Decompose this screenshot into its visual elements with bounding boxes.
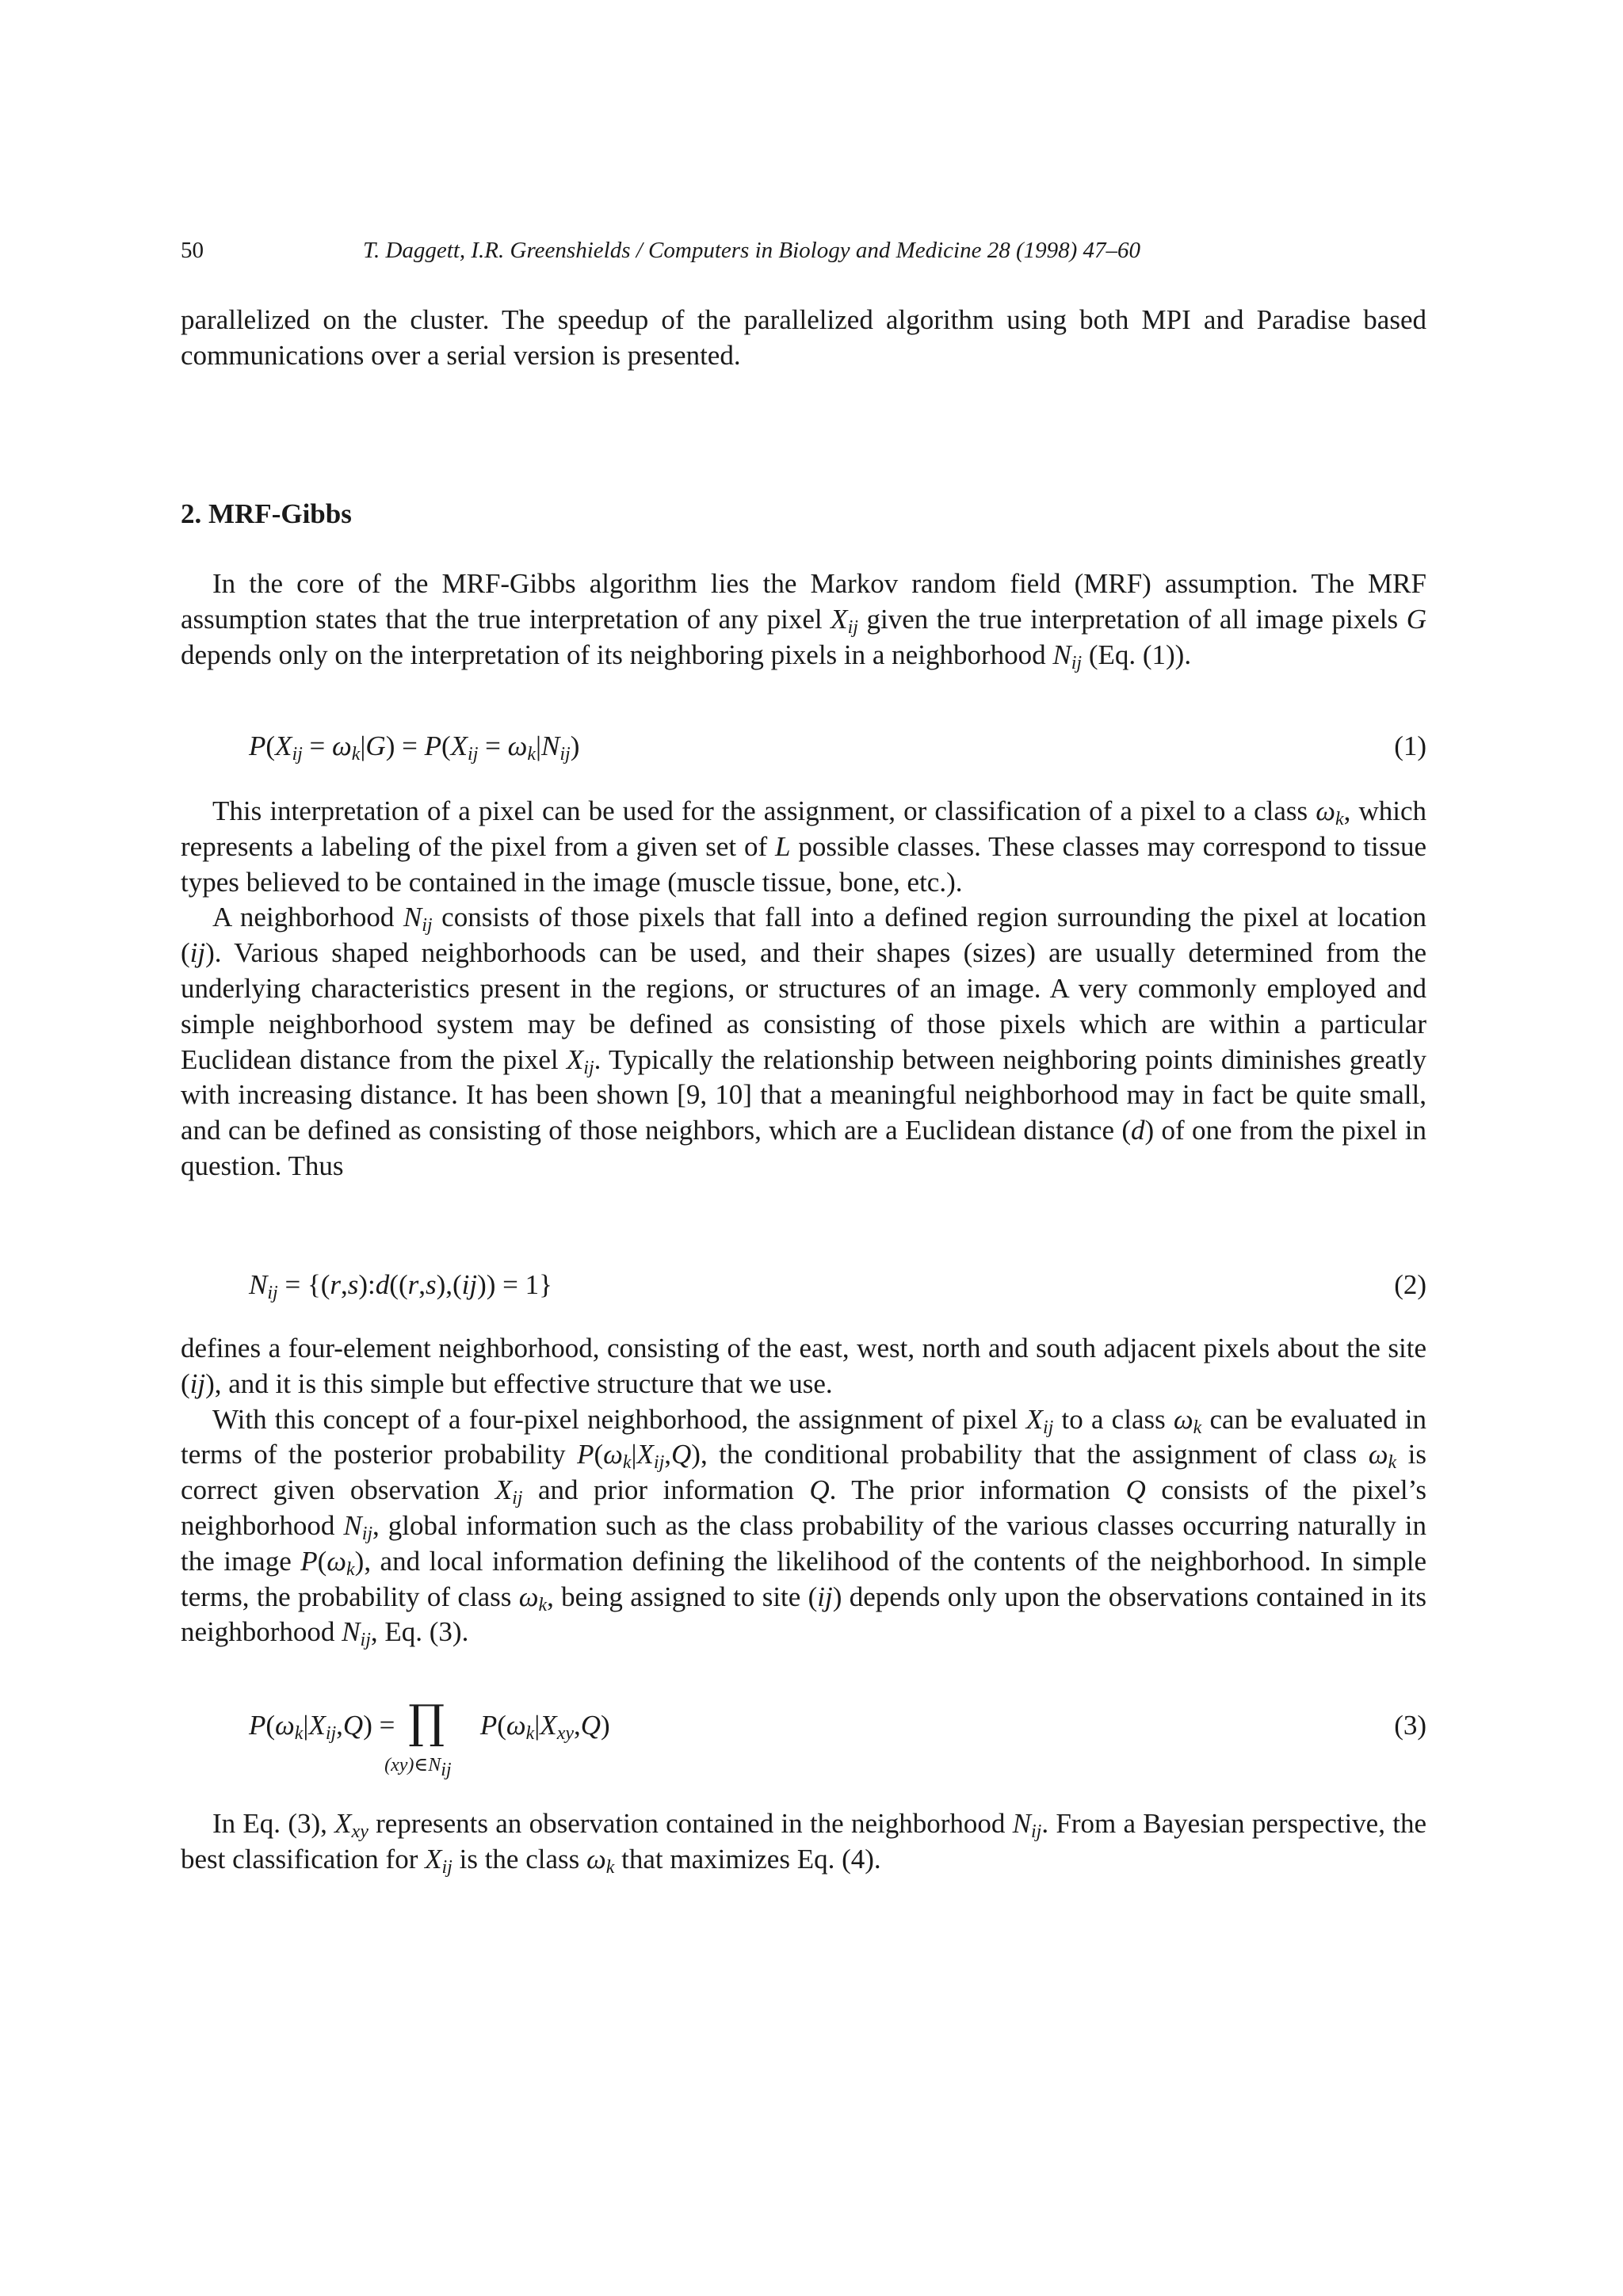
page-number: 50 xyxy=(181,238,204,263)
equation-1-number: (1) xyxy=(1394,730,1426,761)
product-operator: ∏ $(xy)\in N_{ij}$ xyxy=(384,1695,452,1780)
paragraph-text: parallelized on the cluster. The speedup of the parallelized algorithm using both MPI and Paradise based communications over a serial version is presented. xyxy=(181,304,1426,371)
paragraph-classification: This interpretation of a pixel can be used for the assignment, or classification of a pixel to a class $\omega_k$, which represents a labeling of the pixel from a given set of L possible classes. These classes may correspond to tissue types believed to be contained in the image (muscle tissue, bone, etc.). A neighborhood $N_{ij}$ consists of those pixels that fall into a defined region surrounding the pixel at location (ij). Various shaped neighborhoods can be used, and their shapes (sizes) are usually determined from the underlying characteristics present in the regions, or structures of an image. A very commonly employed and simple neighborhood system may be defined as consisting of those pixels which are within a particular Euclidean distance from the pixel $X_{ij}$. Typically the relationship between neighboring points diminishes greatly with increasing distance. It has been shown [9, 10] that a meaningful neighborhood may in fact be quite small, and can be defined as consisting of those neighbors, which are a Euclidean distance (d) of one from the pixel in question. Thus xyxy=(181,794,1426,1184)
paragraph-neighborhood: A neighborhood $N_{ij}$ consists of those pixels that fall into a defined region surrounding the pixel at location (ij). Various shaped neighborhoods can be used, and their shapes (sizes) are usually determined from the underlying characteristics present in the regions, or structures of an image. A very commonly employed and simple neighborhood system may be defined as consisting of those pixels which are within a particular Euclidean distance from the pixel $X_{ij}$. Typically the relationship between neighboring points diminishes greatly with increasing distance. It has been shown [9, 10] that a meaningful neighborhood may in fact be quite small, and can be defined as consisting of those neighbors, which are a Euclidean distance (d) of one from the pixel in question. Thus xyxy=(181,902,1426,1181)
section-heading: 2. MRF-Gibbs xyxy=(181,498,352,529)
equation-1 xyxy=(181,727,1426,765)
product-subscript: $(xy)\in N_{ij}$ xyxy=(384,1755,452,1780)
equation-3 xyxy=(181,1695,1426,1794)
paragraph-four-neighborhood: defines a four-element neighborhood, consisting of the east, west, north and south adjacent pixels about the site (ij), and it is this simple but effective structure that we use. With this concept of a four-pixel neighborhood, the assignment of pixel $X_{ij}$ to a class $\omega_k$ can be evaluated in terms of the posterior probability $P(\omega_k|X_{ij},Q)$, the conditional probability that the assignment of class $\omega_k$ is correct given observation $X_{ij}$ and prior information Q. The prior information Q consists of the pixel’s neighborhood $N_{ij}$, global information such as the class probability of the various classes occurring naturally in the image $P(\omega_k)$, and local information defining the likelihood of the contents of the neighborhood. In simple terms, the probability of class $\omega_k$, being assigned to site (ij) depends only upon the observations contained in its neighborhood $N_{ij}$, Eq. (3). xyxy=(181,1333,1427,1651)
paragraph-mrf-assumption: In the core of the MRF-Gibbs algorithm lies the Markov random field (MRF) assumption. The MRF assumption states that the true interpretation of any pixel $X_{ij}$ given the true interpretation of all image pixels G depends only on the interpretation of its neighboring pixels in a neighborhood $N_{ij}$ (Eq. (1)). xyxy=(181,568,1426,673)
paragraph-bayesian: In Eq. (3), $X_{xy}$ represents an observation contained in the neighborhood $N_{ij}$. From a Bayesian perspective, the best classification for $X_{ij}$ is the class $\omega_k$ that maximizes Eq. (4). xyxy=(181,1808,1426,1878)
paragraph-continuation xyxy=(181,303,1426,374)
equation-3-body: $P(\omega_k|X_{ij},Q)$ = ∏ $(xy)\in N_{ij}$ $P(\omega_k|X_{xy},Q)$ xyxy=(249,1695,610,1780)
equation-3-number: (3) xyxy=(1394,1710,1426,1741)
equation-2-body: $N_{ij}$ = {(r,s):d((r,s),(ij)) = 1} xyxy=(249,1269,552,1303)
running-head: T. Daggett, I.R. Greenshields / Computers in Biology and Medicine 28 (1998) 47–60 xyxy=(363,238,1141,263)
equation-2 xyxy=(181,1266,1426,1304)
equation-1-body: $P(X_{ij} = \omega_k|G) = P(X_{ij} = \omega_k|N_{ij})$ xyxy=(249,730,580,765)
paragraph-posterior: With this concept of a four-pixel neighborhood, the assignment of pixel $X_{ij}$ to a class $\omega_k$ can be evaluated in terms of the posterior probability $P(\omega_k|X_{ij},Q)$, the conditional probability that the assignment of class $\omega_k$ is correct given observation $X_{ij}$ and prior information Q. The prior information Q consists of the pixel’s neighborhood $N_{ij}$, global information such as the class probability of the various classes occurring naturally in the image $P(\omega_k)$, and local information defining the likelihood of the contents of the neighborhood. In simple terms, the probability of class $\omega_k$, being assigned to site (ij) depends only upon the observations contained in its neighborhood $N_{ij}$, Eq. (3). xyxy=(181,1403,1427,1651)
equation-2-number: (2) xyxy=(1394,1269,1426,1300)
